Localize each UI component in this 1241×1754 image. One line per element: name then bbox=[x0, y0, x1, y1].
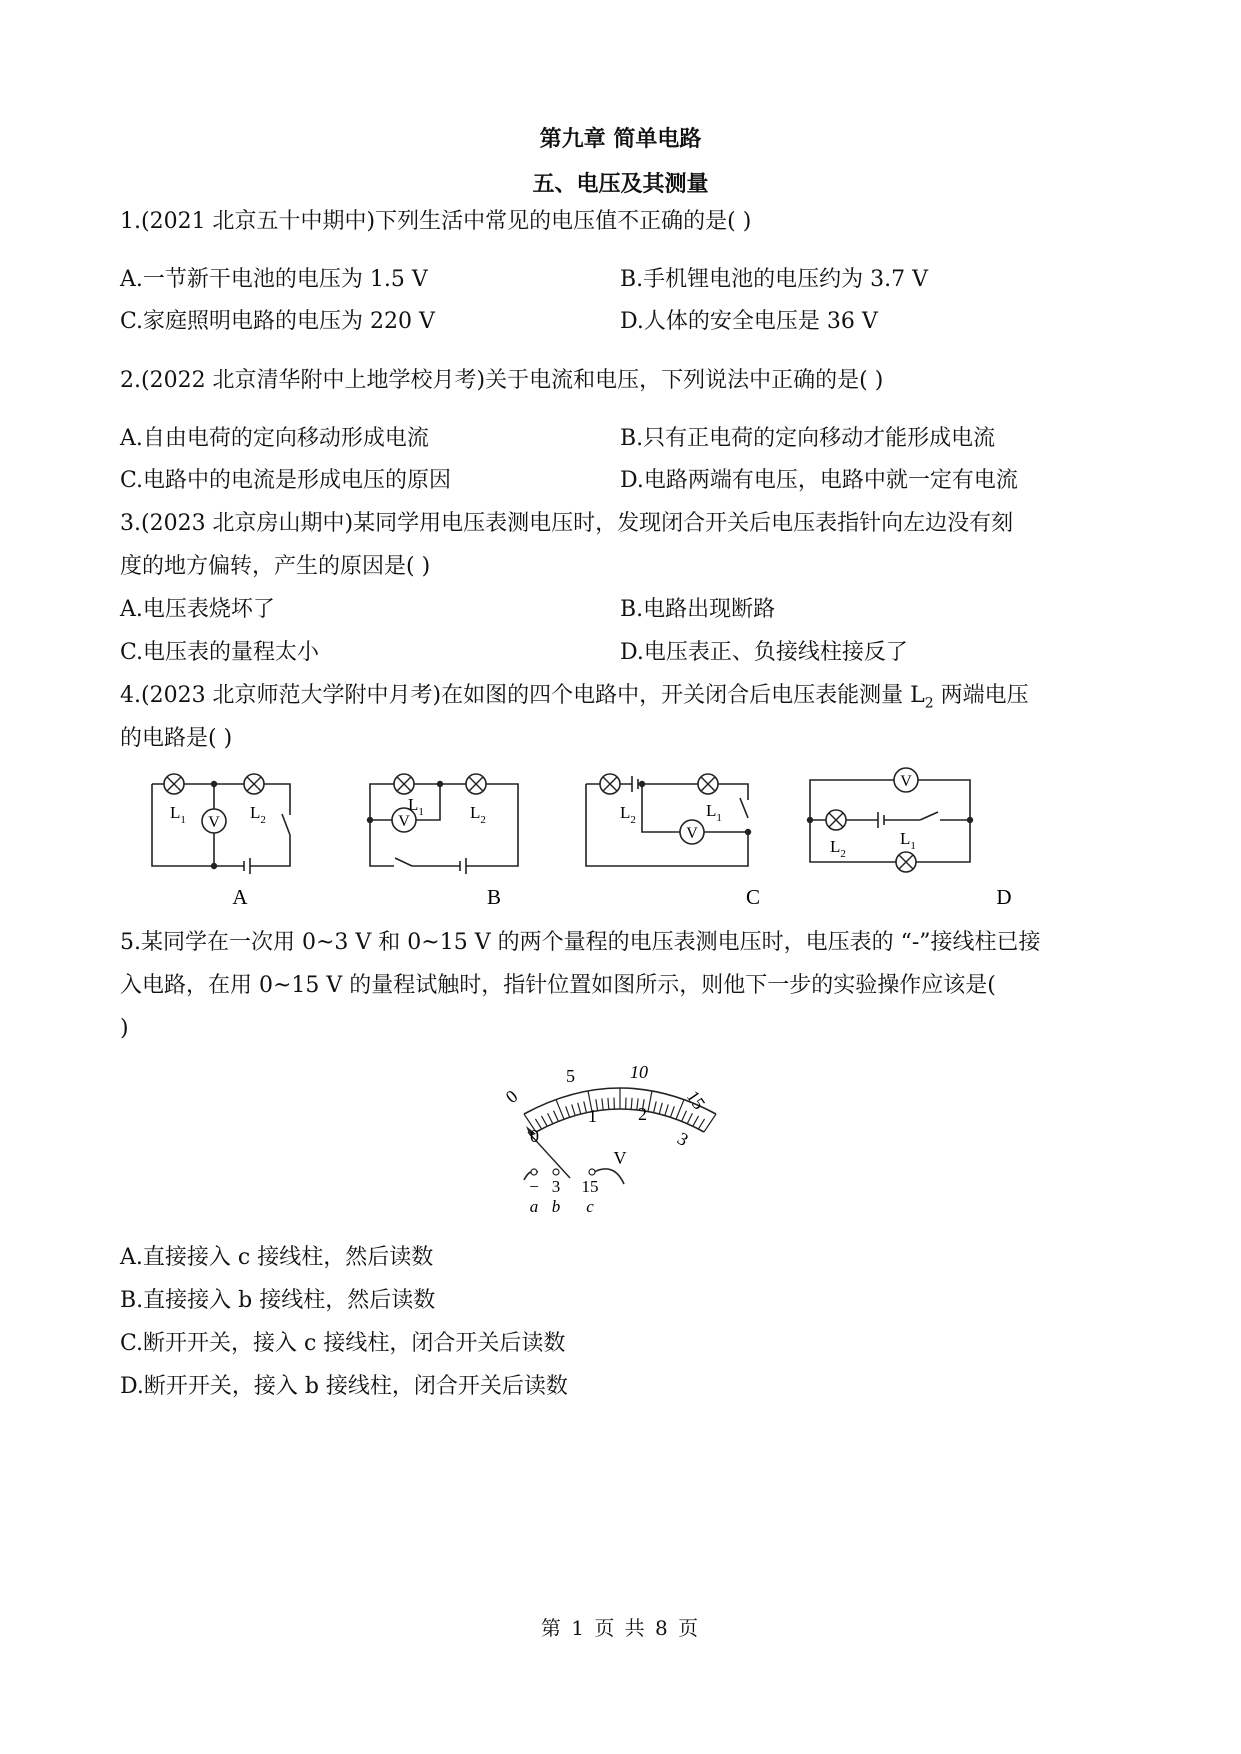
q1-option-a: A.一节新干电池的电压为 1.5 V bbox=[120, 267, 428, 292]
dial-tick bbox=[693, 1116, 699, 1126]
q5-stem-line1: 5.某同学在一次用 0~3 V 和 0~15 V 的两个量程的电压表测电压时，电压表的 “-”接线柱已接 bbox=[120, 930, 1041, 955]
dial-tick bbox=[548, 1113, 553, 1123]
q2-option-c: C.电路中的电流是形成电压的原因 bbox=[120, 468, 452, 493]
dial-tick bbox=[704, 1114, 716, 1132]
figure-label-a: A bbox=[232, 885, 248, 909]
lamp-label-l2: $L_2$ bbox=[470, 803, 486, 826]
terminal-c-icon bbox=[589, 1169, 595, 1175]
lamp-icon bbox=[164, 774, 184, 794]
figure-label-d: D bbox=[996, 885, 1012, 909]
q3-option-a: A.电压表烧坏了 bbox=[120, 597, 275, 622]
wire-c bbox=[594, 1169, 624, 1184]
terminal-a-sign: − bbox=[529, 1177, 539, 1196]
dial-tick bbox=[578, 1103, 581, 1114]
terminal-b-value: 3 bbox=[551, 1177, 561, 1196]
q5-option-b: B.直接接入 b 接线柱，然后读数 bbox=[120, 1288, 436, 1313]
q3-option-d: D.电压表正、负接线柱接反了 bbox=[620, 640, 908, 665]
terminal-c-name: c bbox=[586, 1197, 594, 1216]
circuit-b bbox=[368, 782, 518, 874]
svg-text:15: 15 bbox=[682, 1086, 710, 1114]
chapter-title: 第九章 简单电路 bbox=[539, 127, 702, 152]
q4-stem-line1: 4.(2023 北京师范大学附中月考)在如图的四个电路中，开关闭合后电压表能测量 $L_2$ 两端电压 bbox=[120, 683, 1029, 712]
q4-stem-line2: 的电路是( ) bbox=[120, 726, 233, 751]
svg-text:1: 1 bbox=[588, 1106, 597, 1126]
dial-tick bbox=[659, 1103, 662, 1114]
q4-circuit-figures bbox=[140, 760, 1100, 930]
figure-label-b: B bbox=[486, 885, 502, 909]
lamp-label-l2: $L_2$ bbox=[250, 803, 266, 826]
terminal-b-icon bbox=[553, 1169, 559, 1175]
dial-tick bbox=[682, 1111, 687, 1122]
dial-tick bbox=[698, 1119, 704, 1129]
svg-text:10: 10 bbox=[630, 1062, 648, 1082]
terminal-b-name: b bbox=[551, 1197, 561, 1216]
terminal-a-name: a bbox=[529, 1197, 539, 1216]
q3-option-b: B.电路出现断路 bbox=[620, 597, 776, 622]
dial-tick bbox=[554, 1111, 559, 1122]
lamp-icon bbox=[896, 852, 916, 872]
voltmeter-dial-figure bbox=[490, 1052, 750, 1217]
q5-stem-line2: 入电路，在用 0~15 V 的量程试触时，指针位置如图所示，则他下一步的实验操作应该是( bbox=[120, 973, 996, 998]
q2-stem: 2.(2022 北京清华附中上地学校月考)关于电流和电压，下列说法中正确的是( ) bbox=[120, 368, 884, 393]
dial-tick bbox=[676, 1100, 684, 1120]
q3-stem-line1: 3.(2023 北京房山期中)某同学用电压表测电压时，发现闭合开关后电压表指针向左边没有刻 bbox=[120, 511, 1014, 536]
svg-text:5: 5 bbox=[566, 1066, 575, 1086]
lamp-icon bbox=[698, 774, 718, 794]
dial-tick bbox=[648, 1091, 652, 1112]
dial-tick bbox=[670, 1106, 674, 1117]
dial-tick bbox=[541, 1116, 547, 1126]
dial-tick bbox=[631, 1098, 632, 1110]
q2-option-a: A.自由电荷的定向移动形成电流 bbox=[120, 426, 429, 451]
q3-stem-line2: 度的地方偏转，产生的原因是( ) bbox=[120, 554, 431, 579]
lamp-label-l2: $L_2$ bbox=[620, 803, 636, 826]
dial-tick bbox=[556, 1100, 564, 1120]
dial-tick bbox=[584, 1101, 587, 1112]
q3-option-c: C.电压表的量程太小 bbox=[120, 640, 320, 665]
dial-tick bbox=[602, 1098, 603, 1109]
lamp-label-l1: $L_1$ bbox=[706, 801, 722, 824]
figure-label-c: C bbox=[745, 885, 761, 909]
q1-option-c: C.家庭照明电路的电压为 220 V bbox=[120, 309, 435, 334]
svg-text:2: 2 bbox=[638, 1104, 647, 1124]
q1-option-b: B.手机锂电池的电压约为 3.7 V bbox=[620, 267, 929, 292]
voltmeter-label: V bbox=[208, 814, 220, 831]
dial-tick bbox=[566, 1106, 570, 1117]
lamp-icon bbox=[244, 774, 264, 794]
lamp-icon bbox=[600, 774, 620, 794]
lamp-icon bbox=[826, 810, 846, 830]
q2-option-d: D.电路两端有电压，电路中就一定有电流 bbox=[620, 468, 1018, 493]
q5-option-a: A.直接接入 c 接线柱，然后读数 bbox=[120, 1245, 434, 1270]
svg-text:0: 0 bbox=[530, 1126, 539, 1146]
lamp-label-l1: $L_1$ bbox=[170, 803, 186, 826]
lamp-label-l2: $L_2$ bbox=[830, 837, 846, 860]
voltmeter-label: V bbox=[900, 773, 912, 790]
voltmeter-label: V bbox=[398, 813, 410, 830]
terminal-c-value: 15 bbox=[581, 1177, 599, 1196]
q5-option-d: D.断开开关，接入 b 接线柱，闭合开关后读数 bbox=[120, 1374, 568, 1399]
svg-text:0: 0 bbox=[501, 1085, 522, 1108]
lamp-icon bbox=[466, 774, 486, 794]
voltmeter-label: V bbox=[686, 825, 698, 842]
page-footer: 第 1 页 共 8 页 bbox=[540, 1616, 701, 1640]
q5-option-c: C.断开开关，接入 c 接线柱，闭合开关后读数 bbox=[120, 1331, 566, 1356]
dial-tick bbox=[654, 1101, 657, 1112]
dial-tick bbox=[608, 1098, 609, 1110]
q2-option-b: B.只有正电荷的定向移动才能形成电流 bbox=[620, 426, 996, 451]
q1-option-d: D.人体的安全电压是 36 V bbox=[620, 309, 878, 334]
outer-scale bbox=[502, 1062, 710, 1113]
section-title: 五、电压及其测量 bbox=[532, 172, 709, 197]
lamp-label-l1: $L_1$ bbox=[408, 795, 424, 818]
dial-tick bbox=[572, 1104, 576, 1115]
terminal-a-icon bbox=[531, 1169, 537, 1175]
lamp-label-l1: $L_1$ bbox=[900, 829, 916, 852]
meter-unit: V bbox=[613, 1148, 627, 1168]
dial-tick bbox=[665, 1104, 669, 1115]
svg-text:3: 3 bbox=[674, 1128, 692, 1150]
q1-stem: 1.(2021 北京五十中期中)下列生活中常见的电压值不正确的是( ) bbox=[120, 209, 752, 234]
lamp-icon bbox=[394, 774, 414, 794]
q5-stem-line3: ) bbox=[120, 1016, 129, 1041]
dial-tick bbox=[687, 1113, 692, 1123]
